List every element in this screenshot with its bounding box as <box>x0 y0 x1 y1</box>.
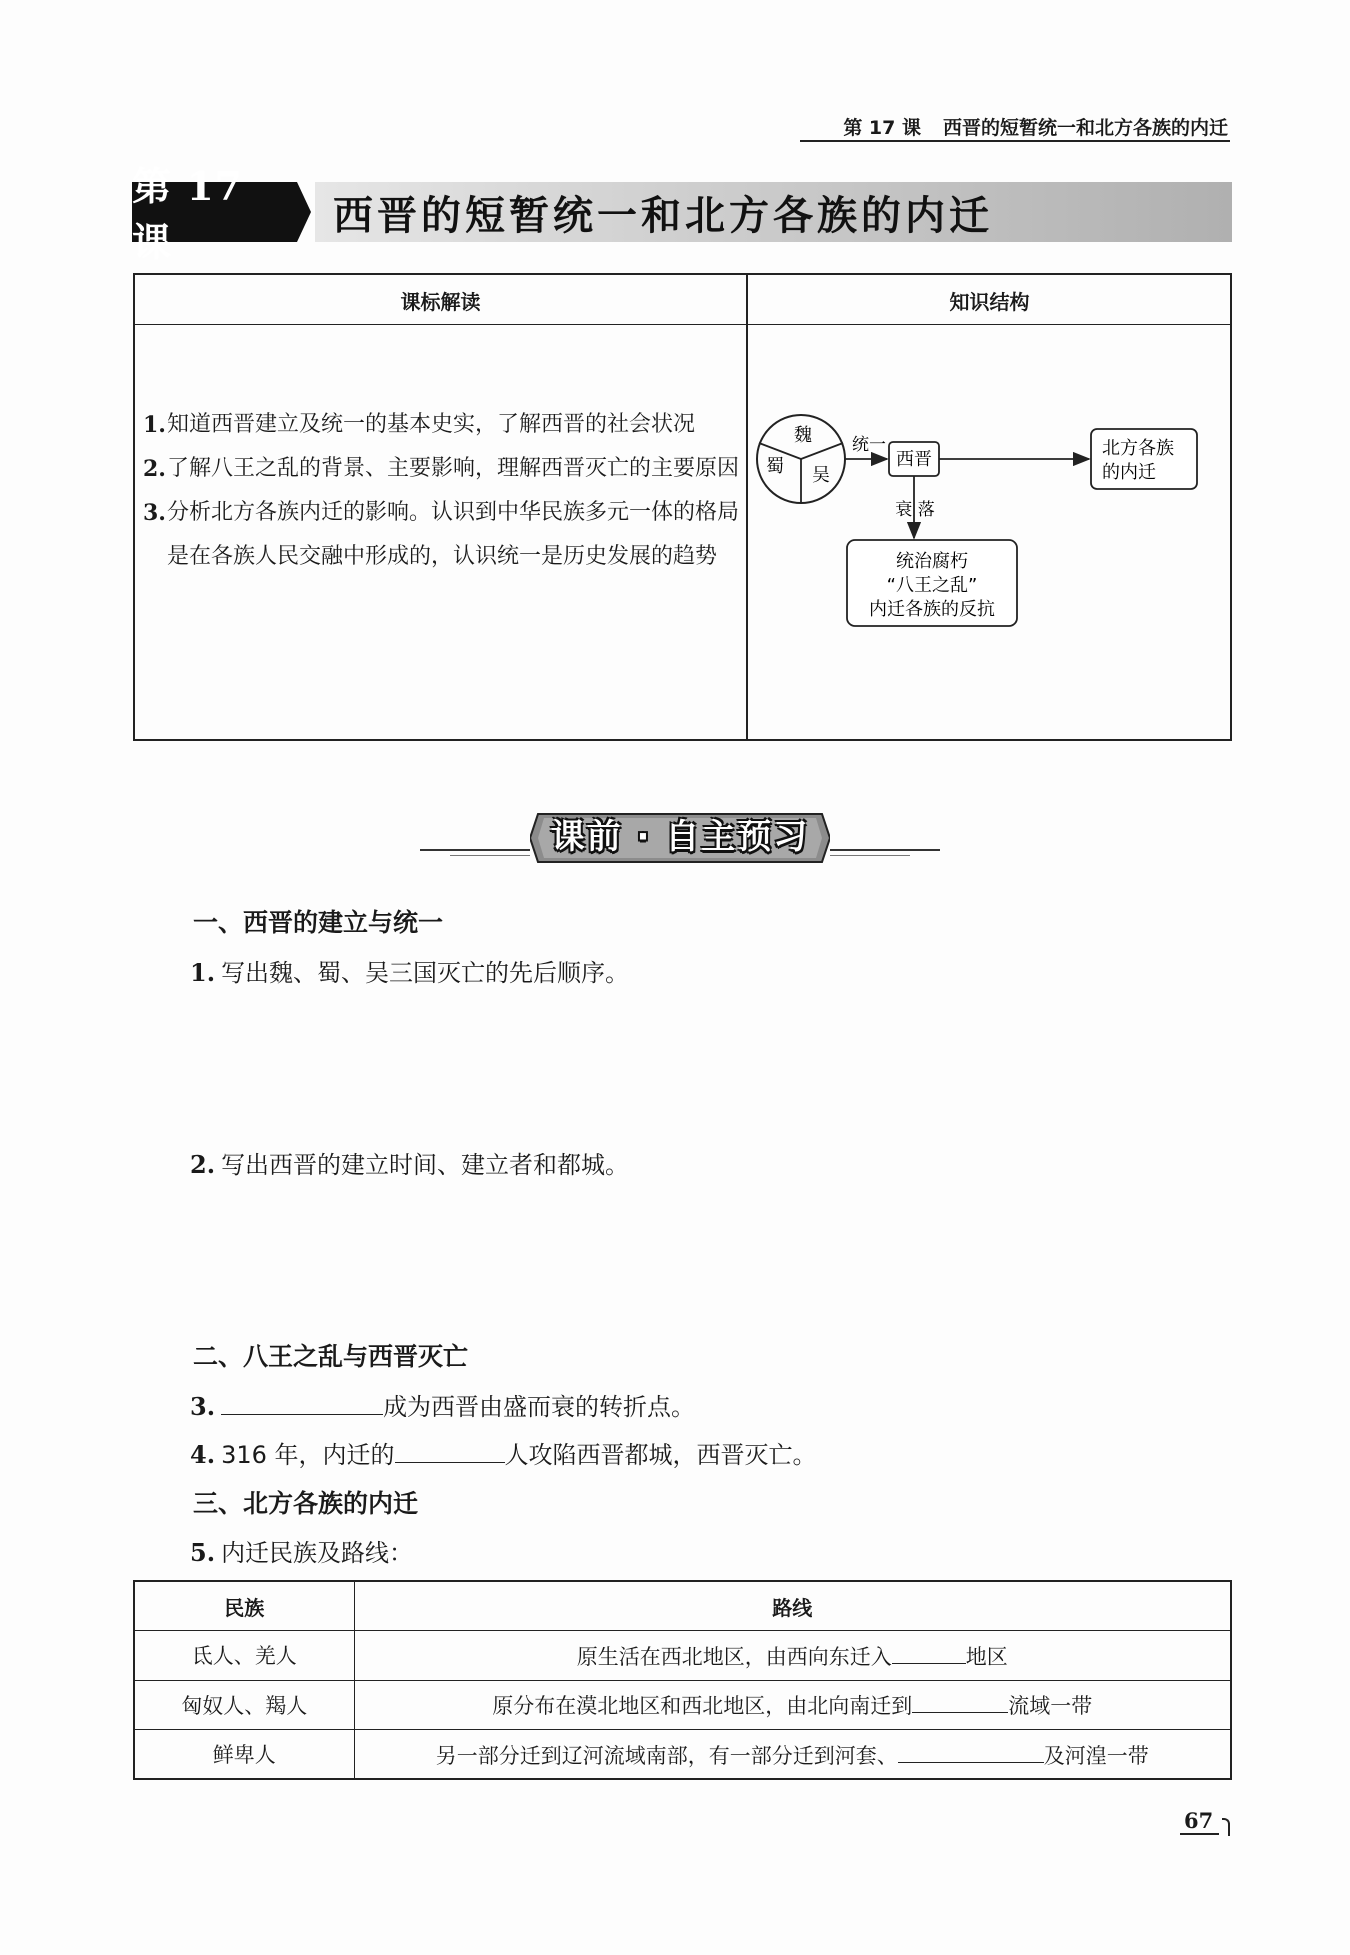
page-number-decoration <box>1222 1818 1230 1836</box>
knowledge-structure-diagram <box>747 326 1232 741</box>
question-number: 1. <box>190 958 216 987</box>
route-text-after: 及河湟一带 <box>1043 1743 1149 1768</box>
objective-number: 2. <box>143 456 166 482</box>
question-text: 写出魏、蜀、吴三国灭亡的先后顺序。 <box>221 959 630 987</box>
people-cell: 匈奴人、羯人 <box>134 1680 354 1730</box>
kingdom-wei: 魏 <box>794 425 812 446</box>
table-row <box>134 1631 1231 1681</box>
running-header-lesson: 第 17 课 <box>843 116 921 139</box>
column-header-route: 路线 <box>354 1581 1231 1631</box>
northern-migration-line2: 的内迁 <box>1102 462 1156 483</box>
ribbon-rule-right-thin <box>830 855 910 856</box>
objective-number: 3. <box>143 500 166 526</box>
objective-text: 了解八王之乱的背景、主要影响，理解西晋灭亡的主要原因 <box>167 456 740 481</box>
curriculum-table <box>133 273 1232 741</box>
question-text: 内迁民族及路线： <box>221 1539 414 1567</box>
question-5 <box>190 1533 413 1568</box>
question-text-after: 人攻陷西晋都城，西晋灭亡。 <box>504 1441 817 1469</box>
page-number: 67 <box>1180 1808 1219 1835</box>
question-2 <box>190 1145 629 1180</box>
route-text-before: 原分布在漠北地区和西北地区，由北向南迁到 <box>492 1694 913 1719</box>
ribbon-rule-left <box>420 849 530 851</box>
objective-text: 分析北方各族内迁的影响。认识到中华民族多元一体的格局是在各族人民交融中形成的，认识统一是历史发展的趋势 <box>167 500 740 569</box>
ribbon-banner <box>530 808 830 864</box>
question-1 <box>190 953 629 988</box>
lesson-title-banner <box>132 164 1232 266</box>
running-header <box>800 112 1230 142</box>
section-ribbon <box>420 808 940 864</box>
table-row <box>134 1730 1231 1780</box>
ribbon-rule-left-thin <box>450 855 530 856</box>
question-text-before: 316 年，内迁的 <box>221 1441 395 1469</box>
route-text-after: 地区 <box>965 1644 1008 1669</box>
ribbon-rule-right <box>830 849 940 851</box>
route-text-after: 流域一带 <box>1008 1694 1093 1719</box>
decline-label: 衰 落 <box>895 500 935 520</box>
answer-blank[interactable] <box>892 1640 966 1664</box>
objective-item <box>143 403 741 447</box>
people-cell: 鲜卑人 <box>134 1730 354 1780</box>
objective-item <box>143 447 741 491</box>
answer-blank[interactable] <box>898 1739 1044 1763</box>
route-cell <box>354 1680 1231 1730</box>
objective-text: 知道西晋建立及统一的基本史实，了解西晋的社会状况 <box>167 412 696 437</box>
northern-migration-line1: 北方各族 <box>1102 438 1174 459</box>
question-text: 写出西晋的建立时间、建立者和都城。 <box>221 1151 630 1179</box>
running-header-title: 西晋的短暂统一和北方各族的内迁 <box>942 116 1228 139</box>
section-ribbon-title: 课前 · 自主预习 <box>550 816 810 857</box>
lesson-title: 西晋的短暂统一和北方各族的内迁 <box>315 182 1232 242</box>
table-row <box>134 1680 1231 1730</box>
decline-cause-1: 统治腐朽 <box>896 551 968 572</box>
question-text: 成为西晋由盛而衰的转折点。 <box>383 1393 696 1421</box>
route-text-before: 另一部分迁到辽河流域南部，有一部分迁到河套、 <box>435 1743 898 1768</box>
question-number: 3. <box>190 1392 216 1421</box>
unify-label: 统一 <box>852 435 886 455</box>
kingdom-shu: 蜀 <box>766 456 784 477</box>
header-curriculum-interpretation: 课标解读 <box>400 289 481 314</box>
objective-number: 1. <box>143 412 166 438</box>
column-header-people: 民族 <box>134 1581 354 1631</box>
western-jin-label: 西晋 <box>896 449 932 470</box>
decline-cause-3: 内迁各族的反抗 <box>869 599 995 620</box>
objectives-list <box>143 403 741 579</box>
route-cell <box>354 1631 1231 1681</box>
answer-blank[interactable] <box>395 1439 505 1463</box>
lesson-number-badge: 第 17 课 <box>132 182 297 242</box>
section-heading-3: 三、北方各族的内迁 <box>193 1489 419 1518</box>
answer-blank[interactable] <box>912 1689 1008 1713</box>
objective-item <box>143 491 741 579</box>
answer-blank[interactable] <box>221 1391 383 1415</box>
route-text-before: 原生活在西北地区，由西向东迁入 <box>576 1644 892 1669</box>
kingdom-wu: 吴 <box>812 465 830 486</box>
question-number: 5. <box>190 1538 216 1567</box>
question-number: 2. <box>190 1150 216 1179</box>
question-number: 4. <box>190 1440 216 1469</box>
table-header-row <box>134 1581 1231 1631</box>
badge-arrow-decoration <box>297 182 311 242</box>
migration-routes-table <box>133 1580 1232 1780</box>
header-knowledge-structure: 知识结构 <box>949 289 1030 314</box>
people-cell: 氐人、羌人 <box>134 1631 354 1681</box>
question-4 <box>190 1435 817 1470</box>
decline-cause-2: “八王之乱” <box>886 575 978 596</box>
section-heading-2: 二、八王之乱与西晋灭亡 <box>193 1342 469 1371</box>
question-3 <box>190 1387 695 1422</box>
section-heading-1: 一、西晋的建立与统一 <box>193 908 444 937</box>
route-cell <box>354 1730 1231 1780</box>
